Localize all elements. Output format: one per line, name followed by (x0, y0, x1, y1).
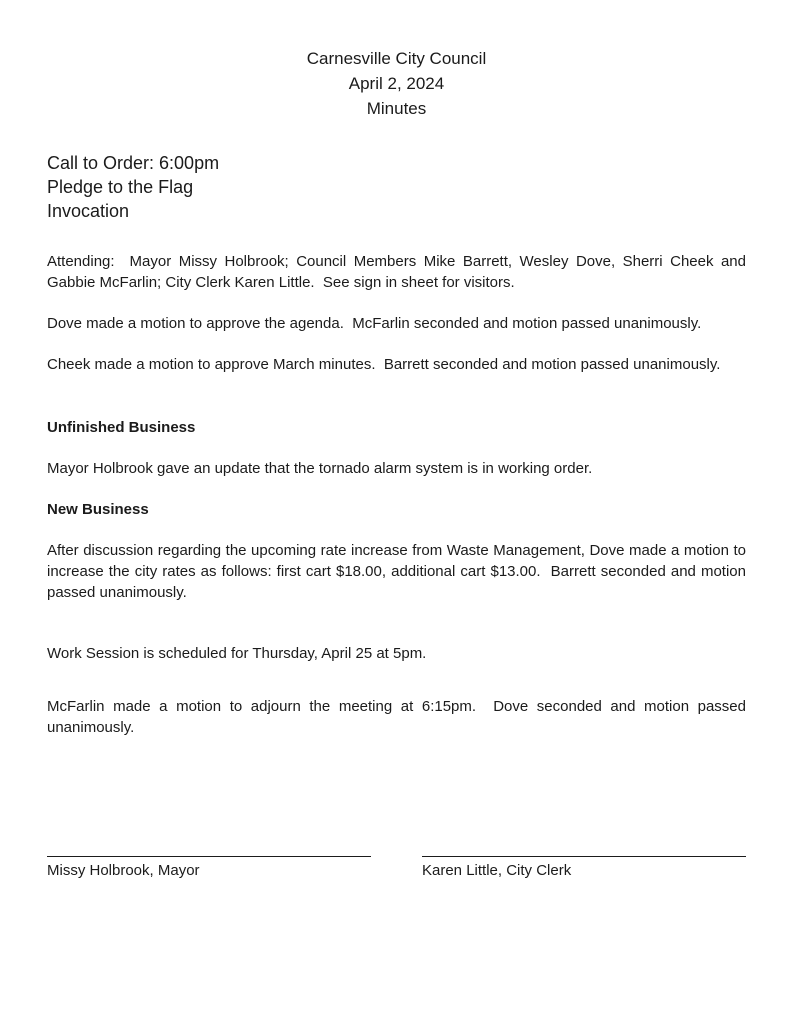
mayor-signature-column (47, 856, 371, 881)
opening-items (47, 151, 746, 223)
work-session-paragraph: Work Session is scheduled for Thursday, April 25 at 5pm. (47, 645, 427, 662)
invocation-line: Invocation (47, 201, 130, 221)
attending-paragraph: Attending: Mayor Missy Holbrook; Council Members Mike Barrett, Wesley Dove, Sherri Cheek and Gabbie McFarlin; City Clerk Karen Little. See sign in sheet for visitors. (47, 253, 751, 291)
pledge-line: Pledge to the Flag (47, 177, 194, 197)
document-date: April 2, 2024 (348, 74, 445, 93)
new-business-heading: New Business (47, 501, 149, 518)
call-to-order-line: Call to Order: 6:00pm (47, 153, 220, 173)
document-title: Carnesville City Council (306, 49, 487, 68)
agenda-motion-paragraph: Dove made a motion to approve the agenda. McFarlin seconded and motion passed unanimously. (47, 315, 702, 332)
city-clerk-signature-column (422, 856, 746, 881)
unfinished-business-heading: Unfinished Business (47, 419, 196, 436)
document-type: Minutes (366, 99, 427, 118)
city-clerk-signature-name: Karen Little, City Clerk (422, 862, 572, 879)
document-header (47, 46, 746, 121)
waste-rate-motion-paragraph: After discussion regarding the upcoming rate increase from Waste Management, Dove made a motion to increase the city rates as follows: first cart $18.00, additional cart $13.00. Barrett seconded and motion passed unanimously. (47, 542, 751, 601)
mayor-signature-name: Missy Holbrook, Mayor (47, 862, 200, 879)
signature-block (47, 856, 746, 881)
tornado-update-paragraph: Mayor Holbrook gave an update that the tornado alarm system is in working order. (47, 460, 593, 477)
adjournment-paragraph: McFarlin made a motion to adjourn the meeting at 6:15pm. Dove seconded and motion passed unanimously. (47, 698, 751, 736)
march-minutes-motion-paragraph: Cheek made a motion to approve March minutes. Barrett seconded and motion passed unanimously. (47, 356, 721, 373)
